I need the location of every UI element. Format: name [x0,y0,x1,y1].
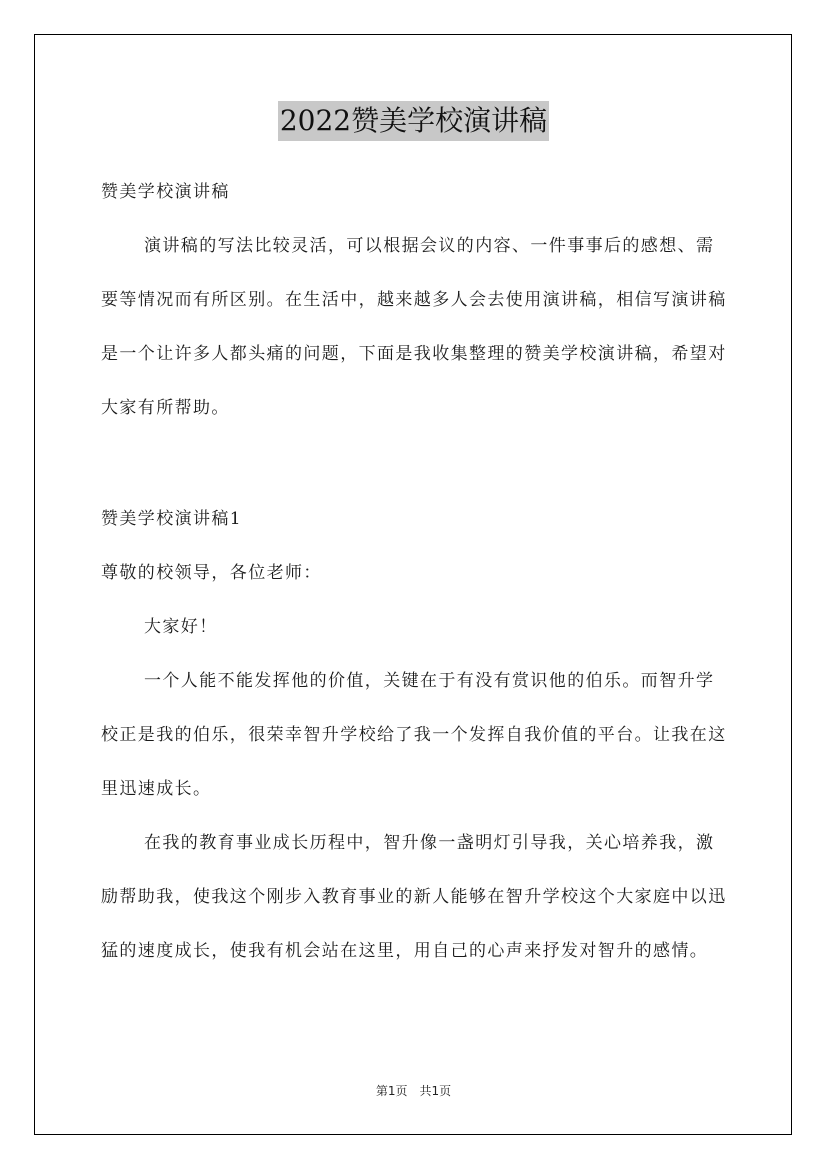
paragraph-2: 在我的教育事业成长历程中，智升像一盏明灯引导我，关心培养我，激励帮助我，使我这个刚步入教育事业的新人能够在智升学校这个大家庭中以迅猛的速度成长，使我有机会站在这里，用自己的心声来抒发对智升的感情。 [101,833,727,961]
subtitle: 赞美学校演讲稿 [101,182,230,202]
salutation: 尊敬的校领导，各位老师： [101,563,322,583]
title-wrap [0,101,827,141]
speech-body [101,492,731,978]
paragraph-1: 一个人能不能发挥他的价值，关键在于有没有赏识他的伯乐。而智升学校正是我的伯乐，很荣幸智升学校给了我一个发挥自我价值的平台。让我在这里迅速成长。 [101,671,727,799]
document-title: 2022赞美学校演讲稿 [278,101,549,141]
section-heading: 赞美学校演讲稿1 [101,509,243,529]
page-footer: 第1页 共1页 [375,1084,452,1098]
intro-paragraph: 演讲稿的写法比较灵活，可以根据会议的内容、一件事事后的感想、需要等情况而有所区别。在生活中，越来越多人会去使用演讲稿，相信写演讲稿是一个让许多人都头痛的问题，下面是我收集整理的赞美学校演讲稿，希望对大家有所帮助。 [101,236,727,418]
document-body [101,165,731,435]
greeting: 大家好！ [144,617,218,637]
